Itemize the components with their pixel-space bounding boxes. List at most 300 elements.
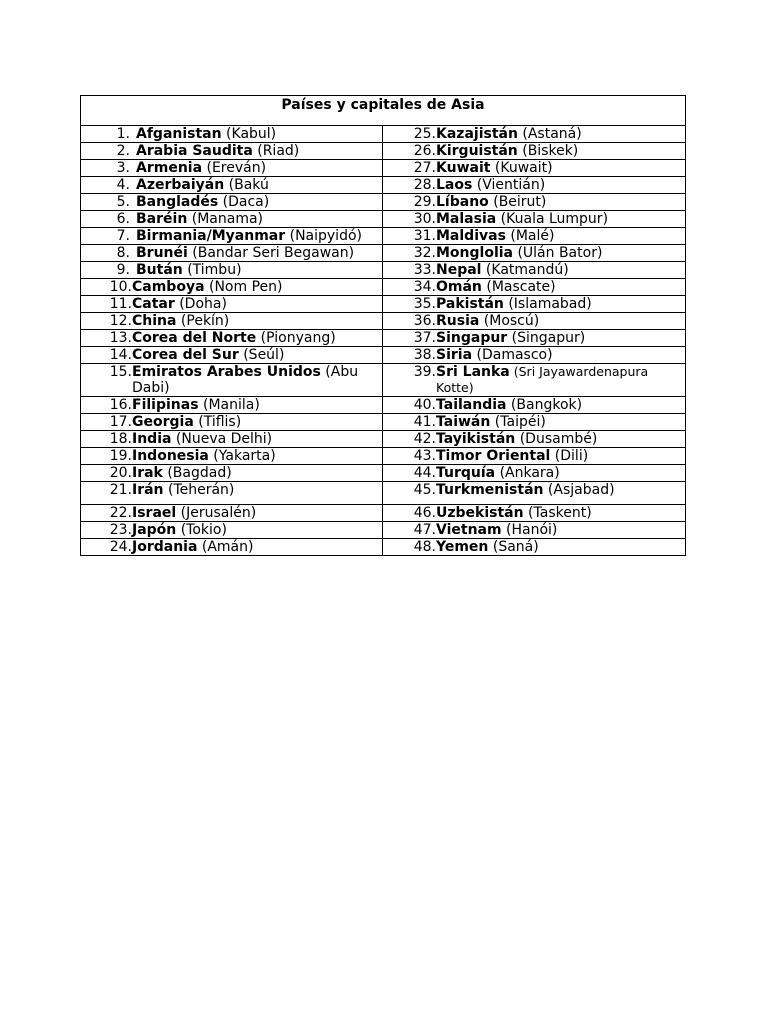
table-row — [81, 539, 686, 556]
item-number: 48. — [413, 539, 436, 555]
table-row — [81, 448, 686, 465]
list-item — [383, 194, 685, 210]
list-item — [81, 177, 382, 193]
left-cell — [81, 448, 383, 465]
capital-name: (Astaná) — [517, 126, 582, 142]
capital-name: (Timbu) — [182, 262, 242, 278]
item-text — [132, 448, 382, 464]
item-text — [436, 522, 685, 538]
item-number: 15. — [109, 364, 132, 380]
left-cell — [81, 211, 383, 228]
country-name: Uzbekistán — [436, 505, 524, 521]
country-name: Tayikistán — [436, 431, 516, 447]
capital-name: (Nom Pen) — [204, 279, 283, 295]
list-item — [81, 539, 382, 555]
item-number: 32. — [413, 245, 436, 261]
item-number: 33. — [413, 262, 436, 278]
list-item — [81, 431, 382, 447]
item-text — [136, 160, 382, 176]
list-item — [383, 431, 685, 447]
country-name: Bután — [136, 262, 183, 278]
title-row — [81, 96, 686, 126]
item-text — [436, 347, 685, 363]
left-cell — [81, 262, 383, 279]
table-row — [81, 245, 686, 262]
countries-capitals-table — [80, 95, 686, 556]
list-item — [81, 245, 382, 261]
country-name: Japón — [132, 522, 177, 538]
list-item — [81, 160, 382, 176]
capital-name: (Katmandú) — [481, 262, 569, 278]
list-item — [383, 228, 685, 244]
list-item — [383, 448, 685, 464]
capital-name: (Nueva Delhi) — [171, 431, 273, 447]
item-number: 25. — [413, 126, 436, 142]
country-name: Azerbaiyán — [136, 177, 225, 193]
list-item — [81, 126, 382, 142]
list-item — [81, 296, 382, 312]
left-cell — [81, 431, 383, 448]
item-text — [136, 211, 382, 227]
item-text — [436, 505, 685, 521]
item-text — [436, 177, 685, 193]
right-cell — [383, 482, 686, 505]
table-row — [81, 262, 686, 279]
item-text — [436, 262, 685, 278]
table-title: Países y capitales de Asia — [81, 96, 686, 126]
left-cell — [81, 228, 383, 245]
country-name: Indonesia — [132, 448, 209, 464]
item-text — [136, 194, 382, 210]
list-item — [383, 397, 685, 413]
capital-name: (Doha) — [174, 296, 227, 312]
capital-name: (Ulán Bator) — [513, 245, 603, 261]
country-name: Turquía — [436, 465, 496, 481]
table-row — [81, 505, 686, 522]
right-cell — [383, 177, 686, 194]
capital-name: (Abu Dabi) — [132, 364, 359, 396]
right-cell — [383, 364, 686, 397]
right-cell — [383, 505, 686, 522]
country-name: Siria — [436, 347, 473, 363]
right-cell — [383, 143, 686, 160]
item-text — [132, 505, 382, 521]
list-item — [81, 522, 382, 538]
country-name: Tailandia — [436, 397, 507, 413]
list-item — [81, 364, 382, 396]
item-text — [132, 397, 382, 413]
item-text — [132, 431, 382, 447]
item-text — [132, 465, 382, 481]
table-row — [81, 364, 686, 397]
item-text — [136, 262, 382, 278]
left-cell — [81, 414, 383, 431]
right-cell — [383, 539, 686, 556]
item-text — [436, 465, 685, 481]
item-number: 41. — [413, 414, 436, 430]
list-item — [81, 228, 382, 244]
capital-name: (Vientián) — [472, 177, 546, 193]
item-number: 2. — [116, 143, 130, 159]
country-name: Bangladés — [136, 194, 219, 210]
capital-name: (Amán) — [197, 539, 254, 555]
table-row — [81, 194, 686, 211]
country-name: Afganistan — [136, 126, 222, 142]
item-number: 17. — [109, 414, 132, 430]
country-name: Camboya — [132, 279, 205, 295]
item-number: 35. — [413, 296, 436, 312]
capital-name: (Daca) — [218, 194, 270, 210]
right-cell — [383, 228, 686, 245]
country-name: Emiratos Arabes Unidos — [132, 364, 321, 380]
item-text — [436, 126, 685, 142]
item-number: 36. — [413, 313, 436, 329]
item-number: 13. — [109, 330, 132, 346]
table-row — [81, 211, 686, 228]
capital-name: (Tokio) — [176, 522, 227, 538]
list-item — [81, 279, 382, 295]
item-text — [436, 397, 685, 413]
list-item — [383, 211, 685, 227]
right-cell — [383, 194, 686, 211]
country-name: Turkmenistán — [436, 482, 544, 498]
capital-name: (Taskent) — [523, 505, 592, 521]
country-name: Brunéi — [136, 245, 188, 261]
country-name: Rusia — [436, 313, 480, 329]
item-text — [436, 194, 685, 210]
list-item — [383, 262, 685, 278]
item-number: 4. — [116, 177, 130, 193]
capital-name: (Bandar Seri Begawan) — [187, 245, 355, 261]
capital-name: (Riad) — [252, 143, 300, 159]
country-name: Vietnam — [436, 522, 502, 538]
country-name: Timor Oriental — [436, 448, 551, 464]
item-text — [436, 143, 685, 159]
right-cell — [383, 126, 686, 143]
country-name: Malasia — [436, 211, 497, 227]
capital-name: (Bangkok) — [506, 397, 583, 413]
table-row — [81, 397, 686, 414]
list-item — [383, 160, 685, 176]
list-item — [383, 313, 685, 329]
left-cell — [81, 194, 383, 211]
capital-name: (Asjabad) — [543, 482, 615, 498]
item-text — [132, 313, 382, 329]
country-name: Kuwait — [436, 160, 491, 176]
item-text — [136, 177, 382, 193]
country-name: Líbano — [436, 194, 489, 210]
table-row — [81, 143, 686, 160]
table-row — [81, 279, 686, 296]
item-text — [132, 482, 382, 498]
table-row — [81, 330, 686, 347]
right-cell — [383, 330, 686, 347]
country-name: Birmania/Myanmar — [136, 228, 286, 244]
capital-name: (Teherán) — [163, 482, 235, 498]
capital-name: (Naipyidó) — [285, 228, 362, 244]
table-row — [81, 347, 686, 364]
capital-name: (Jerusalén) — [176, 505, 257, 521]
list-item — [383, 245, 685, 261]
capital-name: (Pionyang) — [256, 330, 336, 346]
list-item — [383, 126, 685, 142]
list-item — [81, 262, 382, 278]
table-row — [81, 126, 686, 143]
item-number: 24. — [109, 539, 132, 555]
item-number: 11. — [109, 296, 132, 312]
capital-name: (Damasco) — [472, 347, 553, 363]
item-text — [436, 539, 685, 555]
country-name: Armenia — [136, 160, 203, 176]
table-row — [81, 296, 686, 313]
item-text — [436, 414, 685, 430]
item-text — [136, 126, 382, 142]
list-item — [81, 505, 382, 521]
table-row — [81, 160, 686, 177]
item-number: 5. — [116, 194, 130, 210]
left-cell — [81, 505, 383, 522]
list-item — [81, 211, 382, 227]
item-number: 6. — [116, 211, 130, 227]
item-number: 40. — [413, 397, 436, 413]
capital-name: (Manama) — [187, 211, 263, 227]
country-name: India — [132, 431, 172, 447]
country-name: Georgia — [132, 414, 194, 430]
item-text — [436, 448, 685, 464]
table-row — [81, 465, 686, 482]
capital-name: (Singapur) — [507, 330, 586, 346]
list-item — [81, 482, 382, 498]
capital-name: (Manila) — [198, 397, 260, 413]
item-text — [436, 296, 685, 312]
capital-name: (Saná) — [488, 539, 539, 555]
right-cell — [383, 262, 686, 279]
right-cell — [383, 431, 686, 448]
list-item — [81, 414, 382, 430]
right-cell — [383, 313, 686, 330]
item-text — [132, 296, 382, 312]
item-number: 43. — [413, 448, 436, 464]
list-item — [383, 143, 685, 159]
item-text — [136, 143, 382, 159]
capital-name: (Ankara) — [495, 465, 560, 481]
left-cell — [81, 143, 383, 160]
country-name: Arabia Saudita — [136, 143, 253, 159]
right-cell — [383, 414, 686, 431]
list-item — [383, 522, 685, 538]
country-name: Filipinas — [132, 397, 199, 413]
left-cell — [81, 364, 383, 397]
item-number: 28. — [413, 177, 436, 193]
capital-name: (Bakú — [224, 177, 269, 193]
country-name: Israel — [132, 505, 177, 521]
item-text — [132, 539, 382, 555]
capital-name: (Sri Jayawardenapura Kotte) — [436, 364, 649, 395]
list-item — [383, 414, 685, 430]
left-cell — [81, 330, 383, 347]
table-row — [81, 482, 686, 505]
item-number: 30. — [413, 211, 436, 227]
country-name: Baréin — [136, 211, 188, 227]
country-name: China — [132, 313, 177, 329]
item-number: 27. — [413, 160, 436, 176]
item-number: 39. — [413, 364, 436, 380]
item-number: 37. — [413, 330, 436, 346]
left-cell — [81, 482, 383, 505]
item-number: 7. — [116, 228, 130, 244]
item-text — [436, 482, 685, 498]
list-item — [383, 364, 685, 396]
country-name: Nepal — [436, 262, 482, 278]
item-number: 10. — [109, 279, 132, 295]
item-number: 29. — [413, 194, 436, 210]
country-name: Taiwán — [436, 414, 491, 430]
list-item — [81, 330, 382, 346]
table-row — [81, 522, 686, 539]
country-name: Irán — [132, 482, 164, 498]
country-name: Singapur — [436, 330, 508, 346]
item-text — [136, 228, 382, 244]
left-cell — [81, 177, 383, 194]
capital-name: (Pekín) — [176, 313, 230, 329]
list-item — [383, 465, 685, 481]
item-text — [436, 160, 685, 176]
capital-name: (Kuwait) — [490, 160, 553, 176]
right-cell — [383, 397, 686, 414]
item-text — [436, 431, 685, 447]
item-number: 18. — [109, 431, 132, 447]
item-text — [132, 364, 382, 396]
item-number: 45. — [413, 482, 436, 498]
left-cell — [81, 347, 383, 364]
country-name: Kirguistán — [436, 143, 518, 159]
capital-name: (Malé) — [505, 228, 555, 244]
left-cell — [81, 313, 383, 330]
item-text — [132, 330, 382, 346]
list-item — [383, 330, 685, 346]
item-number: 31. — [413, 228, 436, 244]
item-number: 26. — [413, 143, 436, 159]
item-number: 14. — [109, 347, 132, 363]
item-number: 22. — [109, 505, 132, 521]
left-cell — [81, 160, 383, 177]
item-text — [132, 279, 382, 295]
item-number: 42. — [413, 431, 436, 447]
item-number: 44. — [413, 465, 436, 481]
list-item — [81, 465, 382, 481]
country-name: Kazajistán — [436, 126, 518, 142]
right-cell — [383, 347, 686, 364]
item-text — [436, 245, 685, 261]
item-text — [132, 347, 382, 363]
item-number: 8. — [116, 245, 130, 261]
list-item — [383, 539, 685, 555]
item-number: 1. — [116, 126, 130, 142]
capital-name: (Dusambé) — [515, 431, 598, 447]
right-cell — [383, 279, 686, 296]
table-row — [81, 414, 686, 431]
list-item — [383, 347, 685, 363]
item-number: 47. — [413, 522, 436, 538]
capital-name: (Yakarta) — [208, 448, 276, 464]
left-cell — [81, 397, 383, 414]
list-item — [383, 177, 685, 193]
item-number: 16. — [109, 397, 132, 413]
item-number: 12. — [109, 313, 132, 329]
item-number: 9. — [116, 262, 130, 278]
left-cell — [81, 279, 383, 296]
item-text — [132, 414, 382, 430]
country-name: Omán — [436, 279, 482, 295]
capital-name: (Bagdad) — [162, 465, 232, 481]
item-text — [436, 330, 685, 346]
country-name: Laos — [436, 177, 473, 193]
table-row — [81, 177, 686, 194]
country-name: Yemen — [436, 539, 489, 555]
capital-name: (Kuala Lumpur) — [496, 211, 609, 227]
item-text — [132, 522, 382, 538]
capital-name: (Tiflis) — [193, 414, 242, 430]
table-body — [81, 96, 686, 556]
list-item — [81, 347, 382, 363]
table-row — [81, 431, 686, 448]
item-text — [436, 313, 685, 329]
left-cell — [81, 296, 383, 313]
capital-name: (Mascate) — [481, 279, 556, 295]
item-number: 21. — [109, 482, 132, 498]
item-number: 19. — [109, 448, 132, 464]
capital-name: (Hanói) — [501, 522, 558, 538]
capital-name: (Taipéi) — [490, 414, 546, 430]
item-number: 38. — [413, 347, 436, 363]
left-cell — [81, 522, 383, 539]
right-cell — [383, 296, 686, 313]
country-name: Maldivas — [436, 228, 506, 244]
country-name: Pakistán — [436, 296, 504, 312]
right-cell — [383, 465, 686, 482]
right-cell — [383, 245, 686, 262]
left-cell — [81, 465, 383, 482]
item-number: 3. — [116, 160, 130, 176]
country-name: Jordania — [132, 539, 198, 555]
country-name: Monglolia — [436, 245, 513, 261]
list-item — [383, 279, 685, 295]
right-cell — [383, 448, 686, 465]
list-item — [81, 448, 382, 464]
list-item — [383, 482, 685, 498]
list-item — [81, 397, 382, 413]
list-item — [81, 313, 382, 329]
capital-name: (Seúl) — [238, 347, 285, 363]
capital-name: (Dili) — [550, 448, 589, 464]
item-number: 46. — [413, 505, 436, 521]
country-name: Corea del Sur — [132, 347, 239, 363]
item-text — [436, 279, 685, 295]
country-name: Sri Lanka — [436, 364, 510, 380]
item-text — [436, 364, 685, 396]
table-row — [81, 313, 686, 330]
capital-name: (Kabul) — [221, 126, 277, 142]
table-row — [81, 228, 686, 245]
list-item — [81, 143, 382, 159]
item-text — [436, 211, 685, 227]
left-cell — [81, 245, 383, 262]
list-item — [383, 505, 685, 521]
item-number: 34. — [413, 279, 436, 295]
capital-name: (Biskek) — [517, 143, 579, 159]
item-text — [136, 245, 382, 261]
country-name: Catar — [132, 296, 175, 312]
